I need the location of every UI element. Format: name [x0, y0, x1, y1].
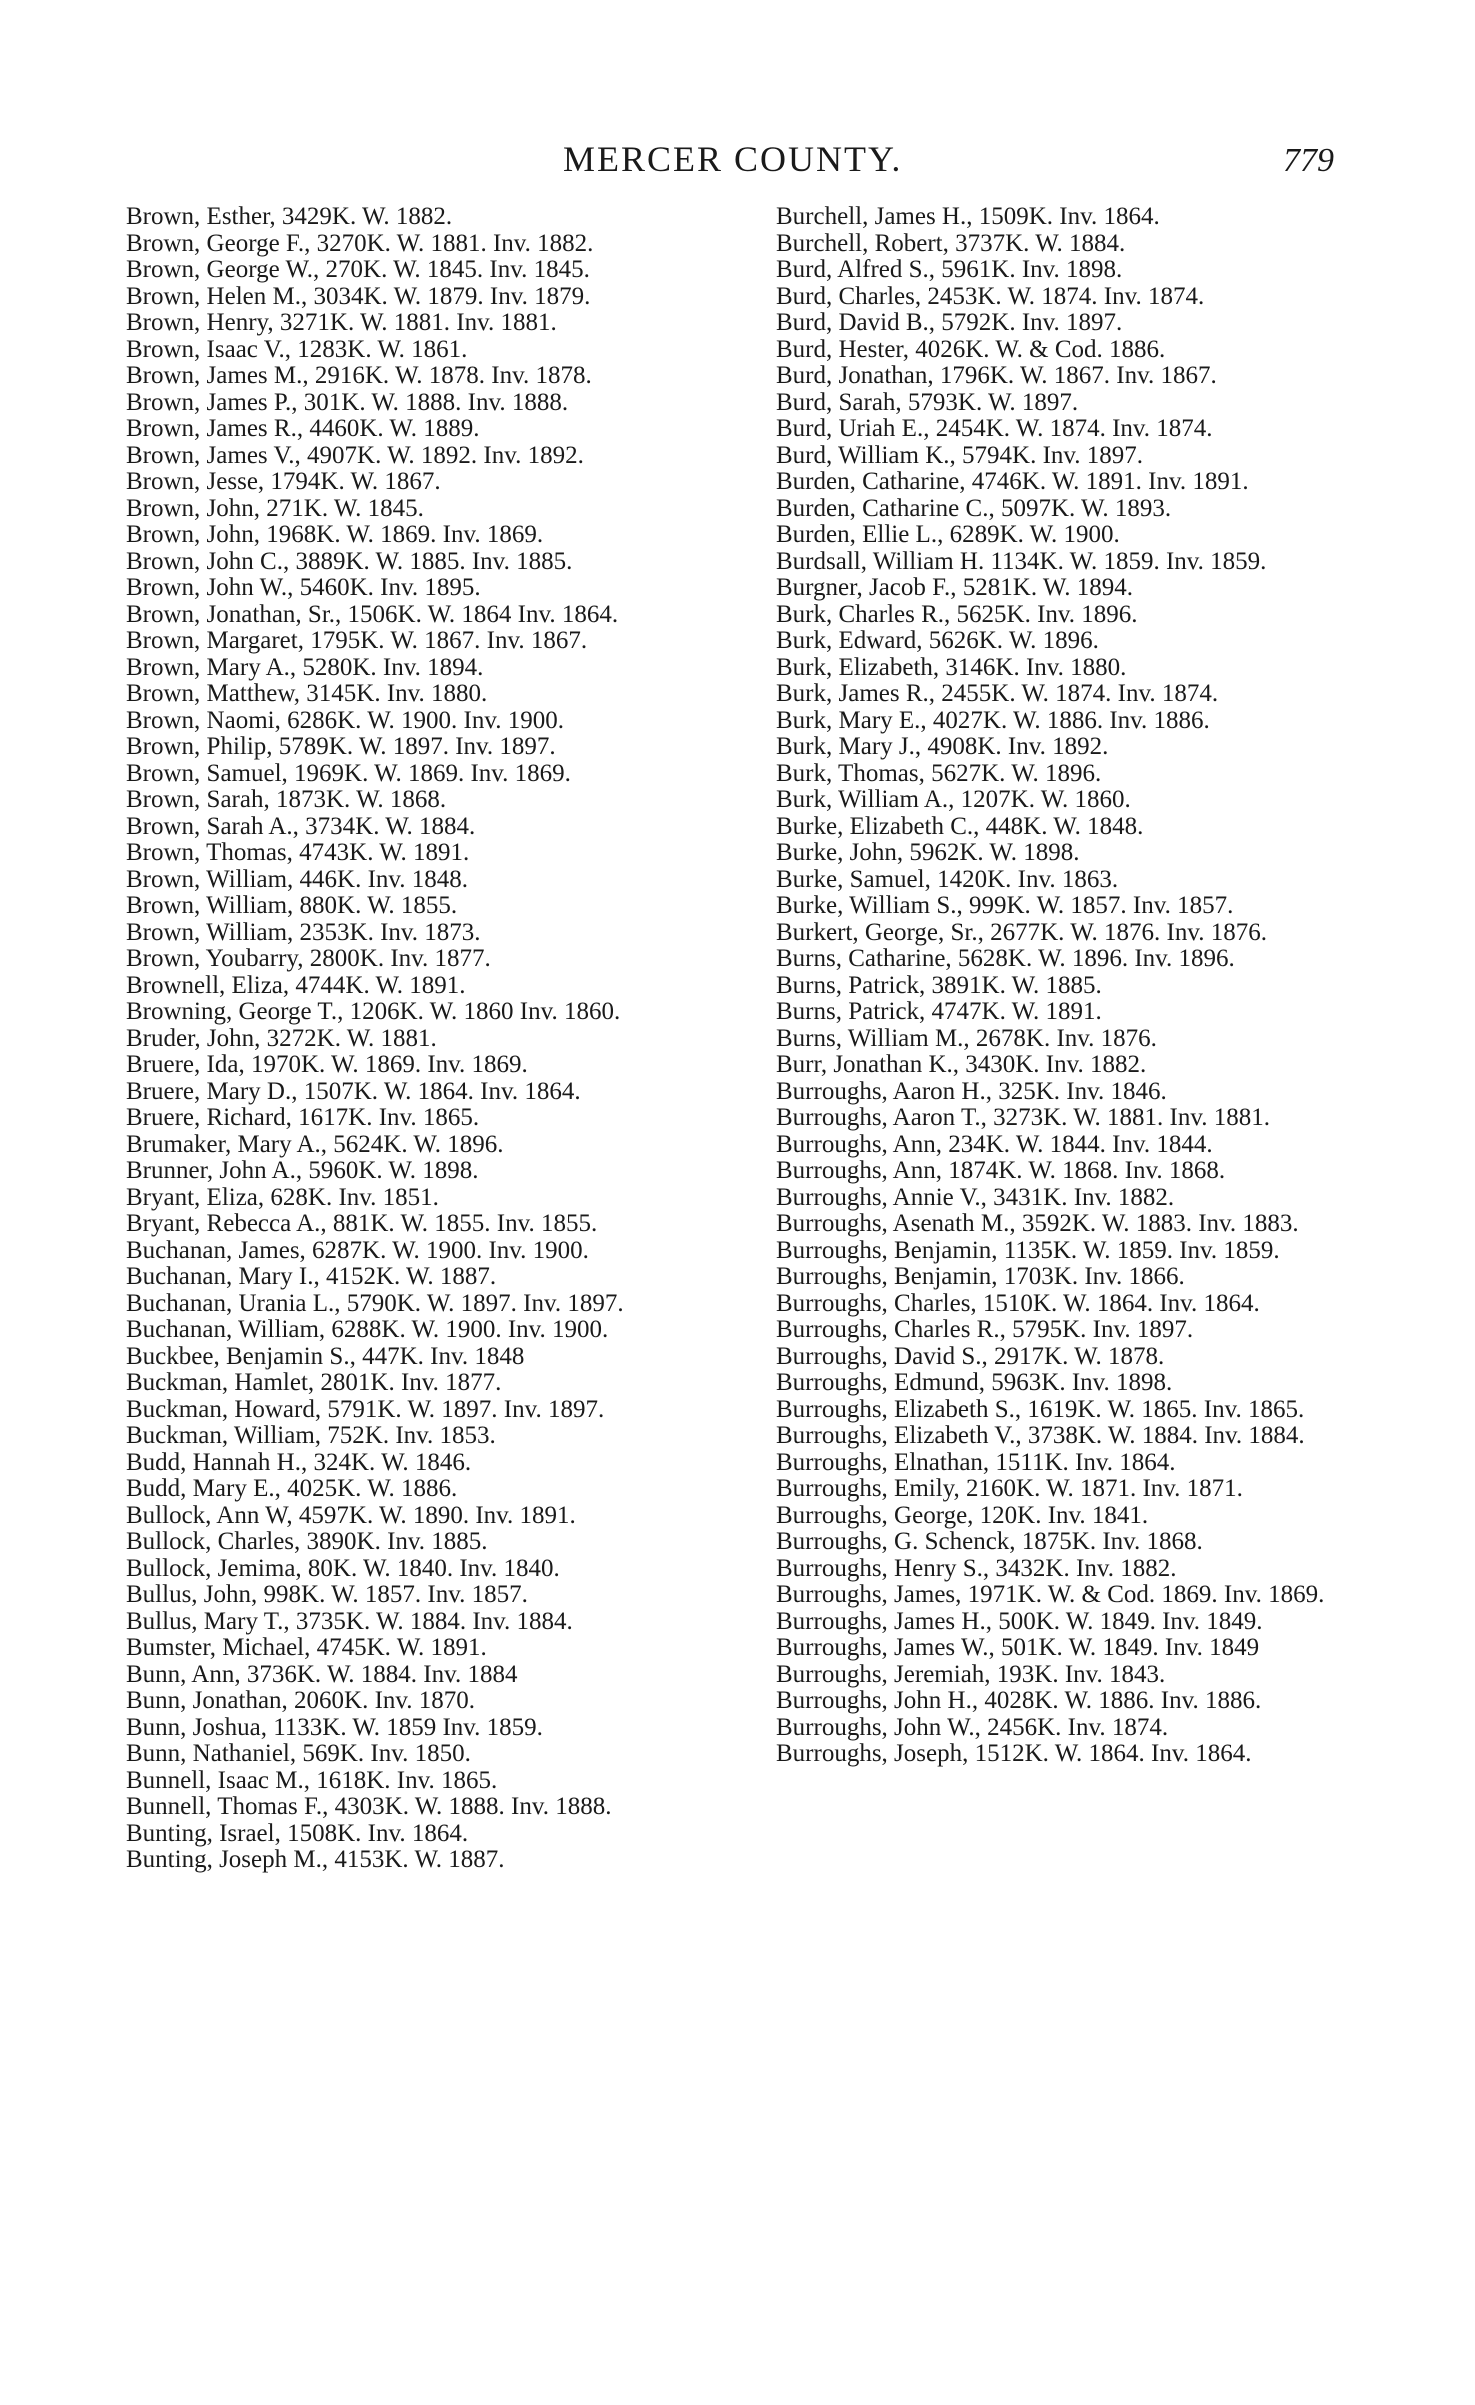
index-entry: Burd, Sarah, 5793K. W. 1897. — [776, 388, 1079, 416]
index-entry: Brown, James M., 2916K. W. 1878. Inv. 1878. — [126, 362, 592, 389]
index-entry: Brown, James V., 4907K. W. 1892. Inv. 1892. — [126, 441, 584, 469]
index-entry: Burden, Ellie L., 6289K. W. 1900. — [776, 521, 1120, 548]
index-entry: Burroughs, Aaron H., 325K. Inv. 1846. — [776, 1077, 1167, 1105]
index-entry: Bullus, Mary T., 3735K. W. 1884. Inv. 1884. — [126, 1607, 573, 1635]
page-header — [0, 138, 1475, 188]
index-entry: Brown, Naomi, 6286K. W. 1900. Inv. 1900. — [126, 706, 564, 734]
index-entry: Burd, Jonathan, 1796K. W. 1867. Inv. 1867. — [776, 362, 1217, 389]
index-entry: Burns, Catharine, 5628K. W. 1896. Inv. 1896. — [776, 945, 1235, 972]
index-entry: Brown, Matthew, 3145K. Inv. 1880. — [126, 680, 488, 707]
index-entry: Brown, Samuel, 1969K. W. 1869. Inv. 1869. — [126, 759, 571, 787]
index-entry: Buckman, Howard, 5791K. W. 1897. Inv. 1897. — [126, 1395, 605, 1423]
index-entry: Brumaker, Mary A., 5624K. W. 1896. — [126, 1130, 504, 1158]
index-entry: Brown, William, 880K. W. 1855. — [126, 892, 458, 919]
index-entry: Brown, William, 2353K. Inv. 1873. — [126, 918, 481, 946]
right-column — [776, 204, 1386, 1768]
index-entry: Bumster, Michael, 4745K. W. 1891. — [126, 1634, 487, 1661]
index-entry: Burns, Patrick, 3891K. W. 1885. — [776, 971, 1102, 999]
index-entry: Burd, Uriah E., 2454K. W. 1874. Inv. 1874. — [776, 415, 1213, 442]
index-entry: Budd, Mary E., 4025K. W. 1886. — [126, 1475, 458, 1502]
index-entry: Brown, George W., 270K. W. 1845. Inv. 1845. — [126, 256, 590, 283]
index-entry: Bryant, Eliza, 628K. Inv. 1851. — [126, 1183, 439, 1211]
index-entry: Burroughs, John H., 4028K. W. 1886. Inv. 1886. — [776, 1687, 1262, 1714]
index-entry: Brown, Thomas, 4743K. W. 1891. — [126, 839, 470, 866]
index-entry: Burroughs, James, 1971K. W. & Cod. 1869. Inv. 1869. — [776, 1581, 1325, 1608]
index-entry: Burr, Jonathan K., 3430K. Inv. 1882. — [776, 1051, 1147, 1078]
index-entry: Burroughs, Ann, 1874K. W. 1868. Inv. 1868. — [776, 1157, 1226, 1184]
index-entry: Buchanan, Urania L., 5790K. W. 1897. Inv. 1897. — [126, 1289, 624, 1317]
index-entry: Burroughs, Elizabeth V., 3738K. W. 1884. Inv. 1884. — [776, 1422, 1305, 1449]
index-entry: Bullock, Jemima, 80K. W. 1840. Inv. 1840. — [126, 1554, 560, 1582]
index-entry: Bruere, Mary D., 1507K. W. 1864. Inv. 1864. — [126, 1077, 581, 1105]
index-entry: Burroughs, James W., 501K. W. 1849. Inv. 1849 — [776, 1634, 1260, 1661]
index-entry: Brown, Youbarry, 2800K. Inv. 1877. — [126, 945, 491, 972]
index-entry: Burroughs, Henry S., 3432K. Inv. 1882. — [776, 1554, 1177, 1582]
index-entry: Brown, Sarah A., 3734K. W. 1884. — [126, 812, 476, 840]
index-entry: Brown, Esther, 3429K. W. 1882. — [126, 203, 453, 230]
index-entry: Burroughs, George, 120K. Inv. 1841. — [776, 1501, 1149, 1529]
page-title: MERCER COUNTY. — [563, 139, 903, 179]
index-entry: Brown, Jonathan, Sr., 1506K. W. 1864 Inv. 1864. — [126, 600, 619, 628]
index-entry: Buckbee, Benjamin S., 447K. Inv. 1848 — [126, 1342, 525, 1370]
index-entry: Burroughs, Charles, 1510K. W. 1864. Inv. 1864. — [776, 1289, 1260, 1317]
index-entry: Burden, Catharine, 4746K. W. 1891. Inv. 1891. — [776, 468, 1249, 495]
index-entry: Buchanan, James, 6287K. W. 1900. Inv. 1900. — [126, 1236, 589, 1264]
index-entry: Budd, Hannah H., 324K. W. 1846. — [126, 1448, 472, 1476]
index-entry: Bunn, Ann, 3736K. W. 1884. Inv. 1884 — [126, 1660, 518, 1688]
index-entry: Brown, George F., 3270K. W. 1881. Inv. 1882. — [126, 229, 594, 257]
page-number: 779 — [1283, 142, 1334, 179]
index-entry: Brown, Helen M., 3034K. W. 1879. Inv. 1879. — [126, 282, 591, 310]
index-entry: Burroughs, David S., 2917K. W. 1878. — [776, 1342, 1165, 1370]
index-entry: Brown, John W., 5460K. Inv. 1895. — [126, 574, 481, 601]
index-entry: Burdsall, William H. 1134K. W. 1859. Inv. 1859. — [776, 547, 1267, 575]
index-entry: Buckman, William, 752K. Inv. 1853. — [126, 1422, 496, 1449]
index-entry: Burroughs, Joseph, 1512K. W. 1864. Inv. 1864. — [776, 1740, 1252, 1767]
index-entry: Brown, William, 446K. Inv. 1848. — [126, 865, 469, 893]
index-entry: Burke, William S., 999K. W. 1857. Inv. 1857. — [776, 892, 1234, 919]
index-entry: Brown, James R., 4460K. W. 1889. — [126, 415, 480, 442]
index-entry: Burroughs, Asenath M., 3592K. W. 1883. Inv. 1883. — [776, 1210, 1299, 1237]
index-entry: Burk, Elizabeth, 3146K. Inv. 1880. — [776, 653, 1127, 681]
index-entry: Burke, Elizabeth C., 448K. W. 1848. — [776, 812, 1144, 840]
index-entry: Burd, Alfred S., 5961K. Inv. 1898. — [776, 256, 1123, 283]
index-entry: Brown, Mary A., 5280K. Inv. 1894. — [126, 653, 484, 681]
index-entry: Burchell, Robert, 3737K. W. 1884. — [776, 229, 1126, 257]
index-entry: Brown, John, 1968K. W. 1869. Inv. 1869. — [126, 521, 544, 548]
index-entry: Burroughs, Ann, 234K. W. 1844. Inv. 1844. — [776, 1130, 1213, 1158]
index-entry: Burroughs, Jeremiah, 193K. Inv. 1843. — [776, 1660, 1166, 1688]
index-entry: Burroughs, G. Schenck, 1875K. Inv. 1868. — [776, 1528, 1203, 1555]
index-entry: Buchanan, Mary I., 4152K. W. 1887. — [126, 1263, 497, 1290]
index-entry: Burden, Catharine C., 5097K. W. 1893. — [776, 494, 1172, 522]
index-entry: Bunn, Joshua, 1133K. W. 1859 Inv. 1859. — [126, 1713, 543, 1741]
index-entry: Burkert, George, Sr., 2677K. W. 1876. Inv. 1876. — [776, 918, 1267, 946]
index-entry: Burroughs, Annie V., 3431K. Inv. 1882. — [776, 1183, 1175, 1211]
index-entry: Bruere, Ida, 1970K. W. 1869. Inv. 1869. — [126, 1051, 528, 1078]
index-entry: Bullock, Charles, 3890K. Inv. 1885. — [126, 1528, 488, 1555]
index-entry: Brownell, Eliza, 4744K. W. 1891. — [126, 971, 466, 999]
index-entry: Brown, Philip, 5789K. W. 1897. Inv. 1897. — [126, 733, 556, 760]
index-entry: Burroughs, John W., 2456K. Inv. 1874. — [776, 1713, 1169, 1741]
index-entry: Brown, Sarah, 1873K. W. 1868. — [126, 786, 447, 813]
index-entry: Burd, David B., 5792K. Inv. 1897. — [776, 309, 1123, 336]
index-entry: Burgner, Jacob F., 5281K. W. 1894. — [776, 574, 1133, 601]
index-entry: Burd, William K., 5794K. Inv. 1897. — [776, 441, 1144, 469]
index-entry: Burk, James R., 2455K. W. 1874. Inv. 1874. — [776, 680, 1219, 707]
index-entry: Burroughs, Benjamin, 1703K. Inv. 1866. — [776, 1263, 1185, 1290]
index-entry: Burke, Samuel, 1420K. Inv. 1863. — [776, 865, 1119, 893]
index-entry: Brown, James P., 301K. W. 1888. Inv. 1888. — [126, 388, 569, 416]
index-entry: Brown, Isaac V., 1283K. W. 1861. — [126, 335, 468, 363]
index-entry: Burroughs, Charles R., 5795K. Inv. 1897. — [776, 1316, 1194, 1343]
index-entry: Burd, Charles, 2453K. W. 1874. Inv. 1874. — [776, 282, 1205, 310]
index-entry: Bunn, Nathaniel, 569K. Inv. 1850. — [126, 1740, 471, 1767]
index-entry: Brown, Henry, 3271K. W. 1881. Inv. 1881. — [126, 309, 557, 336]
index-entry: Burke, John, 5962K. W. 1898. — [776, 839, 1080, 866]
index-entry: Browning, George T., 1206K. W. 1860 Inv. 1860. — [126, 998, 621, 1025]
index-entry: Bunn, Jonathan, 2060K. Inv. 1870. — [126, 1687, 476, 1714]
index-entry: Burk, Mary J., 4908K. Inv. 1892. — [776, 733, 1109, 760]
index-entry: Burk, Charles R., 5625K. Inv. 1896. — [776, 600, 1138, 628]
index-entry: Brown, John, 271K. W. 1845. — [126, 494, 424, 522]
index-entry: Bullock, Ann W, 4597K. W. 1890. Inv. 1891. — [126, 1501, 576, 1529]
index-entry: Burns, Patrick, 4747K. W. 1891. — [776, 998, 1102, 1025]
index-entry: Burroughs, Aaron T., 3273K. W. 1881. Inv. 1881. — [776, 1104, 1270, 1131]
index-entry: Burns, William M., 2678K. Inv. 1876. — [776, 1024, 1157, 1052]
index-entry: Bullus, John, 998K. W. 1857. Inv. 1857. — [126, 1581, 528, 1608]
index-entry: Burchell, James H., 1509K. Inv. 1864. — [776, 203, 1160, 230]
index-entry: Brown, Jesse, 1794K. W. 1867. — [126, 468, 441, 495]
index-entry: Brown, John C., 3889K. W. 1885. Inv. 1885. — [126, 547, 573, 575]
index-entry: Burroughs, Emily, 2160K. W. 1871. Inv. 1871. — [776, 1475, 1243, 1502]
index-entry: Burroughs, Elizabeth S., 1619K. W. 1865. Inv. 1865. — [776, 1395, 1305, 1423]
index-entry: Bruere, Richard, 1617K. Inv. 1865. — [126, 1104, 480, 1131]
index-entry: Bunting, Israel, 1508K. Inv. 1864. — [126, 1819, 469, 1847]
index-entry: Brown, Margaret, 1795K. W. 1867. Inv. 1867. — [126, 627, 588, 654]
index-entry: Bruder, John, 3272K. W. 1881. — [126, 1024, 437, 1052]
index-entry: Burk, Mary E., 4027K. W. 1886. Inv. 1886. — [776, 706, 1210, 734]
index-entry: Burroughs, Elnathan, 1511K. Inv. 1864. — [776, 1448, 1176, 1476]
left-column — [126, 204, 736, 1874]
index-entry: Buchanan, William, 6288K. W. 1900. Inv. 1900. — [126, 1316, 609, 1343]
index-entry: Burroughs, Benjamin, 1135K. W. 1859. Inv. 1859. — [776, 1236, 1280, 1264]
index-entry: Buckman, Hamlet, 2801K. Inv. 1877. — [126, 1369, 502, 1396]
index-entry: Bryant, Rebecca A., 881K. W. 1855. Inv. 1855. — [126, 1210, 598, 1237]
index-entry: Brunner, John A., 5960K. W. 1898. — [126, 1157, 479, 1184]
index-entry: Burk, Thomas, 5627K. W. 1896. — [776, 759, 1102, 787]
index-entry: Bunting, Joseph M., 4153K. W. 1887. — [126, 1846, 505, 1873]
index-entry: Burroughs, James H., 500K. W. 1849. Inv. 1849. — [776, 1607, 1263, 1635]
index-entry: Burroughs, Edmund, 5963K. Inv. 1898. — [776, 1369, 1173, 1396]
index-entry: Bunnell, Isaac M., 1618K. Inv. 1865. — [126, 1766, 498, 1794]
index-entry: Burk, William A., 1207K. W. 1860. — [776, 786, 1131, 813]
index-entry: Burk, Edward, 5626K. W. 1896. — [776, 627, 1099, 654]
index-entry: Burd, Hester, 4026K. W. & Cod. 1886. — [776, 335, 1166, 363]
index-entry: Bunnell, Thomas F., 4303K. W. 1888. Inv. 1888. — [126, 1793, 612, 1820]
